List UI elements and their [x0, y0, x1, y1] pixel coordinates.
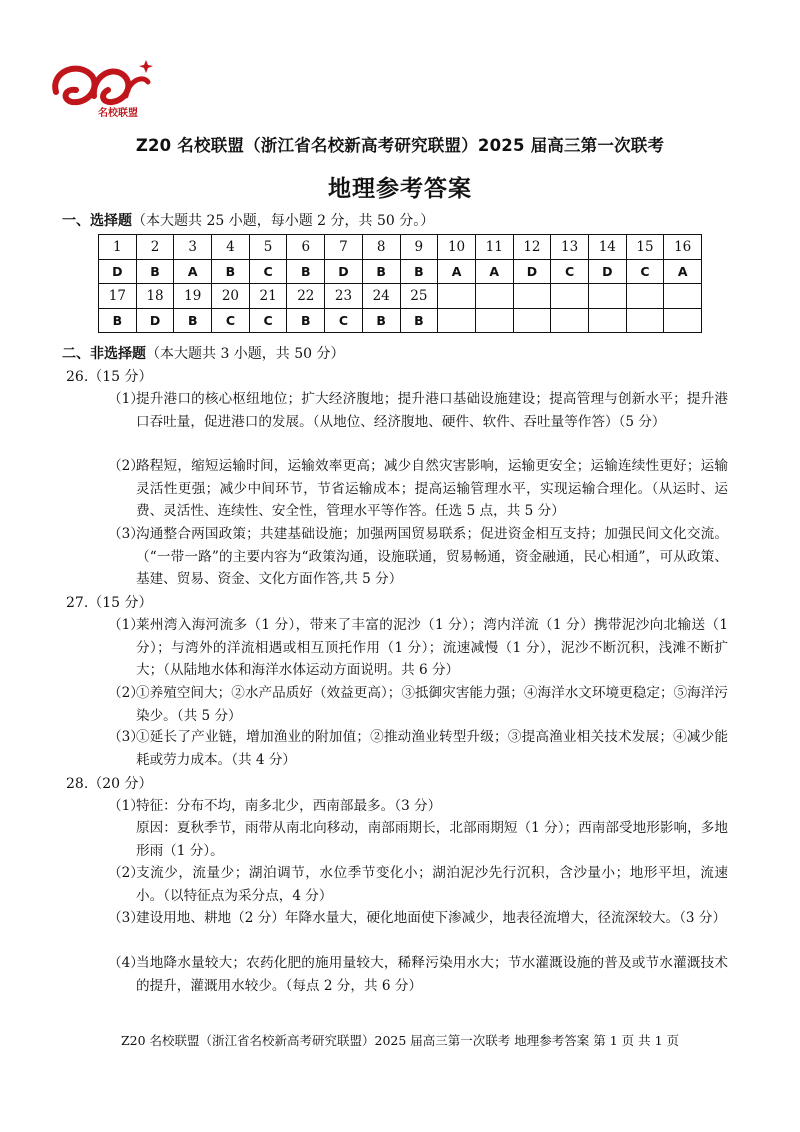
- q28-part1: [108, 795, 728, 818]
- empty-cell: [626, 308, 664, 333]
- empty-cell: [588, 284, 626, 309]
- answer-number-row-2: [99, 284, 702, 309]
- question-number: 16: [664, 235, 702, 260]
- q28-part2: [108, 862, 728, 907]
- question-number: 18: [136, 284, 174, 309]
- q28-label: 28.（20 分）: [66, 776, 153, 792]
- part-number: （1）: [108, 391, 144, 407]
- question-number: 13: [551, 235, 589, 260]
- q26-part2: [108, 455, 728, 523]
- answer-letter: D: [136, 308, 174, 333]
- question-number: 24: [362, 284, 400, 309]
- part-number: （2）: [108, 865, 144, 881]
- part-text: 路程短，缩短运输时间，运输效率更高；减少自然灾害影响，运输更安全；运输连续性更好；运输灵活性更强；减少中间环节，节省运输成本；提高运输管理水平，实现运输合理化。（从运时、运费、灵活性、连续性、安全性，管理水平等作答。任选 5 点，共 5 分）: [136, 458, 728, 519]
- part-text: 特征：分布不均，南多北少，西南部最多。（3 分）: [136, 798, 442, 814]
- answer-letter: B: [287, 308, 325, 333]
- empty-cell: [626, 284, 664, 309]
- question-number: 15: [626, 235, 664, 260]
- answer-letter: B: [287, 259, 325, 284]
- part-number: （1）: [108, 798, 144, 814]
- answer-letter: A: [174, 259, 212, 284]
- empty-cell: [664, 284, 702, 309]
- answer-letter: B: [136, 259, 174, 284]
- question-number: 4: [212, 235, 250, 260]
- empty-cell: [551, 308, 589, 333]
- q26-part1: [108, 388, 728, 433]
- question-number: 25: [400, 284, 438, 309]
- question-number: 10: [438, 235, 476, 260]
- q27-part1: [108, 614, 728, 682]
- answer-letter: D: [99, 259, 137, 284]
- part-text: 提升港口的核心枢纽地位；扩大经济腹地；提升港口基础设施建设；提高管理与创新水平；提升港口吞吐量，促进港口的发展。（从地位、经济腹地、硬件、软件、吞吐量等作答）（5 分）: [136, 391, 728, 430]
- empty-cell: [438, 308, 476, 333]
- exam-title: Z20 名校联盟（浙江省名校新高考研究联盟）2025 届高三第一次联考: [135, 136, 665, 155]
- empty-cell: [513, 284, 551, 309]
- empty-cell: [438, 284, 476, 309]
- question-number: 7: [325, 235, 363, 260]
- answer-letter: B: [362, 308, 400, 333]
- question-number: 14: [588, 235, 626, 260]
- part-text: ①延长了产业链，增加渔业的附加值；②推动渔业转型升级；③提高渔业相关技术发展；④减少能耗或劳力成本。（共 4 分）: [136, 729, 728, 768]
- answer-letter: C: [249, 259, 287, 284]
- empty-cell: [513, 308, 551, 333]
- answer-letter: C: [626, 259, 664, 284]
- answer-number-row-1: [99, 235, 702, 260]
- section1-note: （本大题共 25 小题，每小题 2 分，共 50 分。）: [132, 213, 435, 229]
- question-number: 12: [513, 235, 551, 260]
- q28-part4: [108, 952, 728, 997]
- question-number: 21: [249, 284, 287, 309]
- empty-cell: [551, 284, 589, 309]
- answer-letter: B: [400, 259, 438, 284]
- answer-letter: C: [325, 308, 363, 333]
- answer-letter: A: [475, 259, 513, 284]
- answer-letter: A: [664, 259, 702, 284]
- q26-label: 26.（15 分）: [66, 369, 153, 385]
- document-title: 地理参考答案: [328, 176, 472, 202]
- part-number: （3）: [108, 910, 144, 926]
- question-number: 6: [287, 235, 325, 260]
- part-text: 莱州湾入海河流多（1 分），带来了丰富的泥沙（1 分）；湾内洋流（1 分）携带泥沙向北输送（1 分）；与湾外的洋流相遇或相互顶托作用（1 分）；流速减慢（1 分），泥沙不断沉积，浅滩不断扩大；（从陆地水体和海洋水体运动方面说明。共 6 分）: [136, 617, 728, 678]
- answer-letter: C: [249, 308, 287, 333]
- section2-note: （本大题共 3 小题，共 50 分）: [146, 346, 345, 362]
- logo-text: 名校联盟: [98, 108, 138, 119]
- question-number: 3: [174, 235, 212, 260]
- empty-cell: [475, 284, 513, 309]
- part-text: 建设用地、耕地（2 分）年降水量大，硬化地面使下渗减少，地表径流增大，径流深较大。（3 分）: [136, 910, 727, 926]
- page-footer: Z20 名校联盟（浙江省名校新高考研究联盟）2025 届高三第一次联考 地理参考答案 第 1 页 共 1 页: [120, 1033, 680, 1048]
- section1-heading-row: [62, 210, 434, 230]
- q26-part3: [108, 523, 728, 591]
- question-number: 2: [136, 235, 174, 260]
- q28-part1-reason: 原因：夏秋季节，雨带从南北向移动，南部雨期长，北部雨期短（1 分）；西南部受地形影响，多地形雨（1 分）。: [136, 820, 728, 859]
- answer-letter: B: [362, 259, 400, 284]
- q27-part2: [108, 682, 728, 727]
- part-text: ①养殖空间大；②水产品质好（效益更高）；③抵御灾害能力强；④海洋水文环境更稳定；⑤海洋污染少。（共 5 分）: [136, 685, 728, 724]
- answer-letter: A: [438, 259, 476, 284]
- question-number: 8: [362, 235, 400, 260]
- answer-letter: C: [212, 308, 250, 333]
- q27-label: 27.（15 分）: [66, 595, 153, 611]
- part-number: （4）: [108, 955, 144, 971]
- answer-letter: D: [325, 259, 363, 284]
- answer-letter: B: [174, 308, 212, 333]
- part-number: （3）: [108, 526, 144, 542]
- part-number: （2）: [108, 458, 144, 474]
- empty-cell: [588, 308, 626, 333]
- part-text: 当地降水量较大；农药化肥的施用量较大，稀释污染用水大；节水灌溉设施的普及或节水灌溉技术的提升，灌溉用水较少。（每点 2 分，共 6 分）: [136, 955, 728, 994]
- answer-letter: C: [551, 259, 589, 284]
- part-text: 沟通整合两国政策；共建基础设施；加强两国贸易联系；促进资金相互支持；加强民间文化交流。（“一带一路”的主要内容为“政策沟通，设施联通，贸易畅通，资金融通，民心相通”，可从政策、基建、贸易、资金、文化方面作答,共 5 分）: [136, 526, 728, 587]
- question-number: 23: [325, 284, 363, 309]
- empty-cell: [475, 308, 513, 333]
- answer-letter: B: [212, 259, 250, 284]
- answer-letter: B: [99, 308, 137, 333]
- q28-part3: [108, 907, 728, 930]
- question-number: 5: [249, 235, 287, 260]
- part-number: （3）: [108, 729, 144, 745]
- q27-part3: [108, 726, 728, 771]
- question-number: 1: [99, 235, 137, 260]
- question-number: 9: [400, 235, 438, 260]
- question-number: 19: [174, 284, 212, 309]
- answer-letter: D: [513, 259, 551, 284]
- answer-letter-row-1: [99, 259, 702, 284]
- empty-cell: [664, 308, 702, 333]
- part-number: （2）: [108, 685, 144, 701]
- section2-heading-row: [62, 343, 345, 363]
- logo: [48, 52, 160, 122]
- question-number: 20: [212, 284, 250, 309]
- section2-heading: 二、非选择题: [62, 346, 146, 362]
- answer-letter: B: [400, 308, 438, 333]
- answer-table: [98, 234, 702, 333]
- question-number: 11: [475, 235, 513, 260]
- part-text: 支流少，流量少；湖泊调节，水位季节变化小；湖泊泥沙先行沉积，含沙量小；地形平坦，流速小。（以特征点为采分点，4 分）: [136, 865, 728, 904]
- question-number: 22: [287, 284, 325, 309]
- question-number: 17: [99, 284, 137, 309]
- section1-heading: 一、选择题: [62, 213, 132, 229]
- answer-letter-row-2: [99, 308, 702, 333]
- part-number: （1）: [108, 617, 144, 633]
- answer-letter: D: [588, 259, 626, 284]
